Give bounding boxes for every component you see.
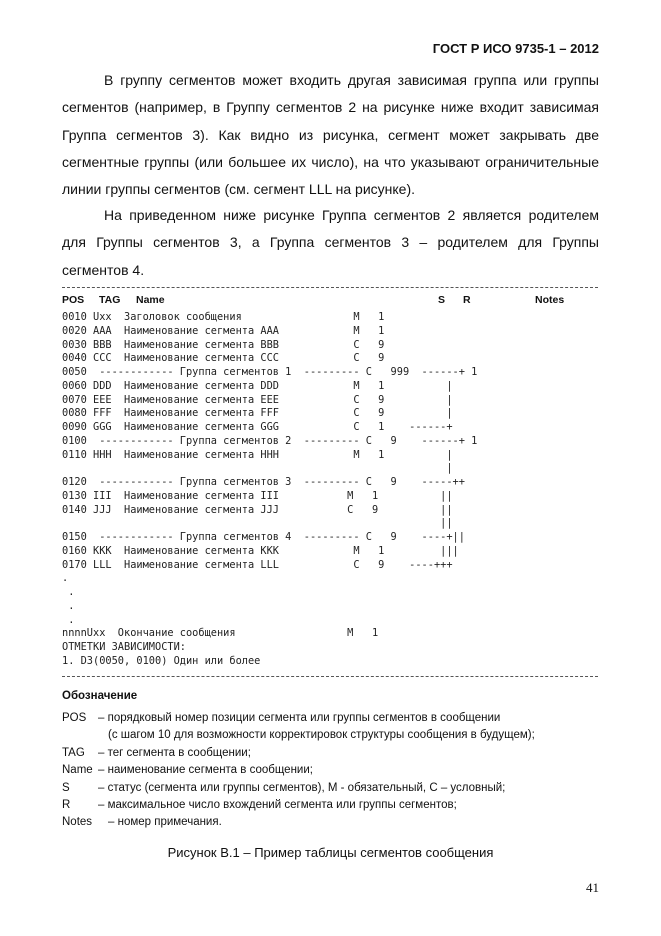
- column-header-pos: POS: [62, 294, 85, 306]
- segment-table-line: 0020 AAA Наименование сегмента AAA M 1: [62, 324, 385, 337]
- legend-key: R: [62, 799, 71, 812]
- segment-table-line: 0130 III Наименование сегмента III M 1 ||: [62, 489, 453, 502]
- legend-key: Notes: [62, 816, 93, 829]
- legend-desc: – тег сегмента в сообщении;: [98, 746, 251, 759]
- segment-table-line: 0170 LLL Наименование сегмента LLL C 9 ----+++: [62, 558, 453, 571]
- paragraph-segment-groups: В группу сегментов может входить другая зависимая группа или группы сегментов (например, в Группу сегментов 2 на рисунке ниже входит зависимая Группа сегментов 3). Как видно из рисунка, сегмент может закрывать две сегментные группы (или большее их число), на что указывают ограничительные линии группы сегментов (см. сегмент LLL на рисунке).: [62, 72, 599, 198]
- legend-row-repeat: [62, 797, 602, 814]
- segment-table-line: 0090 GGG Наименование сегмента GGG C 1 ------+: [62, 421, 453, 433]
- legend-row-name: [62, 762, 602, 779]
- segment-table-line: .: [62, 599, 75, 612]
- legend-row-pos-continued: [62, 727, 602, 744]
- paragraph-group-parents: На приведенном ниже рисунке Группа сегментов 2 является родителем для Группы сегментов 3, а Группа сегментов 3 – родителем для Группы сегментов 4.: [62, 207, 599, 278]
- legend-row-status: [62, 780, 602, 797]
- segment-table-line: ||: [62, 517, 453, 530]
- legend-desc: – номер примечания.: [108, 816, 222, 829]
- legend: [62, 710, 602, 832]
- segment-table-line: 0010 Uxx Заголовок сообщения M 1: [62, 311, 385, 323]
- segment-table-line: .: [62, 586, 75, 598]
- segment-table-line: 0140 JJJ Наименование сегмента JJJ C 9 ||: [62, 503, 453, 516]
- segment-table: [62, 311, 602, 669]
- segment-table-line: .: [62, 613, 75, 626]
- legend-key: S: [62, 781, 70, 794]
- legend-row-notes: [62, 814, 602, 831]
- segment-table-line: 1. D3(0050, 0100) Один или более: [62, 654, 261, 667]
- segment-table-line: 0080 FFF Наименование сегмента FFF C 9 |: [62, 407, 453, 420]
- legend-desc: – порядковый номер позиции сегмента или группы сегментов в сообщении: [98, 712, 501, 724]
- legend-desc: – статус (сегмента или группы сегментов), M - обязательный, C – условный;: [98, 781, 506, 794]
- segment-table-line: 0110 HHH Наименование сегмента HHH M 1 |: [62, 448, 453, 461]
- legend-key: POS: [62, 712, 87, 724]
- segment-table-line: |: [62, 462, 453, 475]
- segment-table-line: 0070 EEE Наименование сегмента EEE C 9 |: [62, 393, 453, 406]
- segment-table-line: 0060 DDD Наименование сегмента DDD M 1 |: [62, 379, 453, 392]
- segment-table-line: ОТМЕТКИ ЗАВИСИМОСТИ:: [62, 641, 186, 653]
- column-header-tag: TAG: [99, 294, 121, 306]
- segment-table-line: 0120 ------------ Группа сегментов 3 --------- C 9 -----++: [62, 476, 465, 488]
- legend-desc: (с шагом 10 для возможности корректировок структуры сообщения в будущем);: [108, 729, 535, 742]
- column-header-repeat: R: [463, 294, 471, 306]
- legend-desc: – максимальное число вхождений сегмента или группы сегментов;: [98, 799, 457, 812]
- legend-title: Обозначение: [62, 690, 138, 702]
- legend-key: Name: [62, 764, 93, 777]
- document-header: ГОСТ Р ИСО 9735-1 – 2012: [432, 41, 599, 56]
- table-bottom-rule: [62, 676, 598, 677]
- segment-table-line: 0160 KKK Наименование сегмента KKK M 1 |||: [62, 544, 459, 557]
- page-number: 41: [586, 880, 599, 895]
- segment-table-line: 0050 ------------ Группа сегментов 1 --------- C 999 ------+ 1: [62, 366, 478, 378]
- segment-table-line: .: [62, 572, 69, 585]
- column-header-notes: Notes: [535, 294, 565, 306]
- table-top-rule: [62, 287, 598, 288]
- segment-table-line: 0150 ------------ Группа сегментов 4 --------- C 9 ----+||: [62, 531, 465, 543]
- segment-table-line: 0040 CCC Наименование сегмента CCC C 9: [62, 352, 385, 365]
- figure-caption: Рисунок В.1 – Пример таблицы сегментов сообщения: [167, 845, 494, 860]
- column-header-name: Name: [136, 294, 165, 306]
- legend-row-tag: [62, 745, 602, 762]
- segment-table-line: nnnnUxx Окончание сообщения M 1: [62, 627, 379, 640]
- legend-desc: – наименование сегмента в сообщении;: [98, 764, 313, 777]
- segment-table-line: 0030 BBB Наименование сегмента BBB C 9: [62, 338, 385, 351]
- legend-key: TAG: [62, 746, 85, 759]
- legend-row-pos: [62, 710, 602, 727]
- segment-table-line: 0100 ------------ Группа сегментов 2 --------- C 9 ------+ 1: [62, 434, 478, 447]
- column-header-status: S: [438, 294, 446, 306]
